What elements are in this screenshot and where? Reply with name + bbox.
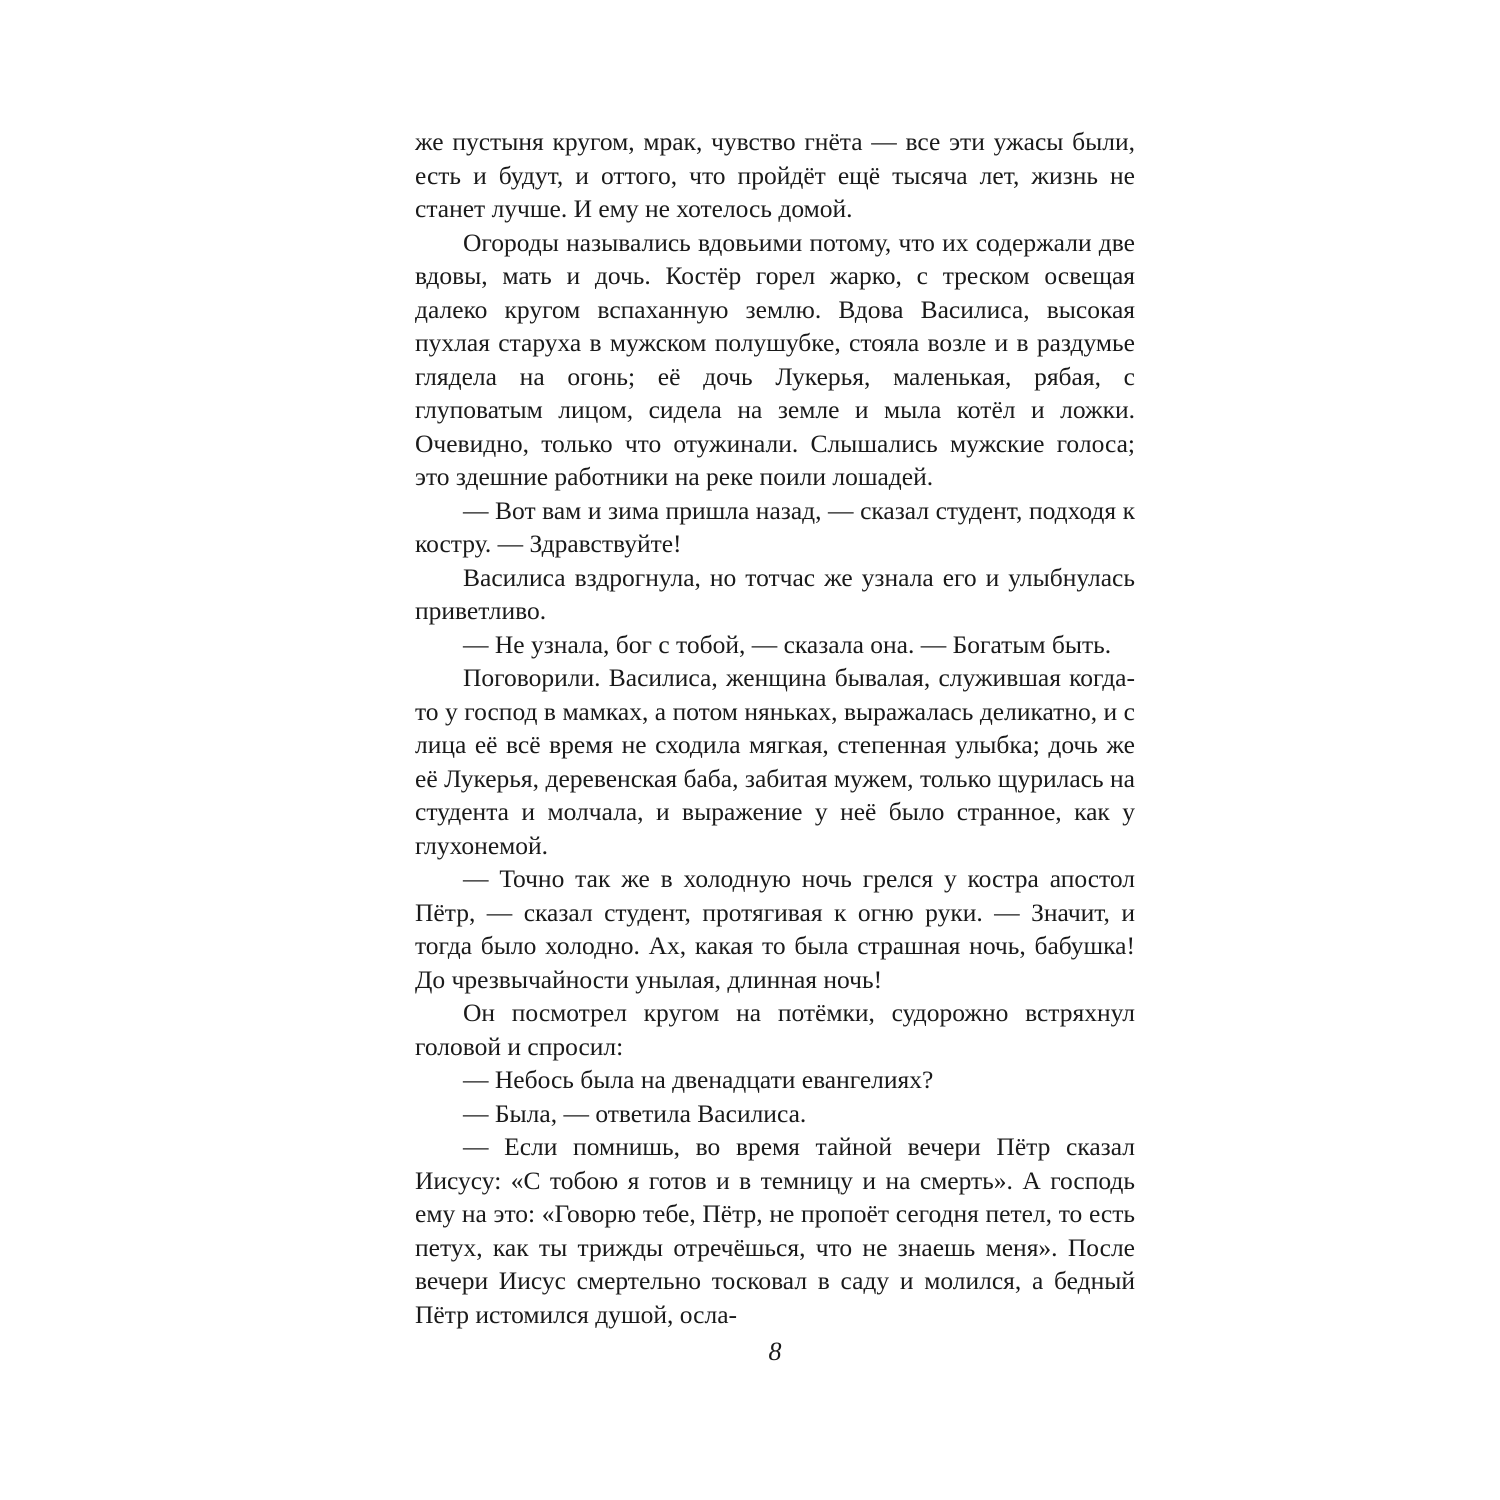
body-text bbox=[415, 125, 1135, 1331]
paragraph-11: — Если помнишь, во время тайной вечери Пётр сказал Иисусу: «С тобою я готов и в темницу и на смерть». А господь ему на это: «Говорю тебе, Пётр, не пропоёт сегодня петел, то есть петух, как ты трижды отречёшься, что не знаешь меня». После вечери Иисус смертельно тосковал в саду и молился, а бедный Пётр истомился душой, осла- bbox=[415, 1132, 1135, 1329]
paragraph-7: — Точно так же в холодную ночь грелся у костра апостол Пётр, — сказал студент, протягивая к огню руки. — Значит, и тогда было холодно. Ах, какая то была страшная ночь, бабушка! До чрезвычайности унылая, длинная ночь! bbox=[415, 864, 1135, 994]
paragraph-5: — Не узнала, бог с тобой, — сказала она. — Богатым быть. bbox=[463, 629, 1112, 659]
paragraph-1: же пустыня кругом, мрак, чувство гнёта — все эти ужасы были, есть и будут, и оттого, что пройдёт ещё тысяча лет, жизнь не станет лучше. И ему не хотелось домой. bbox=[415, 127, 1135, 223]
paragraph-10: — Была, — ответила Василиса. bbox=[463, 1098, 807, 1128]
paragraph-8: Он посмотрел кругом на потёмки, судорожно встряхнул головой и спросил: bbox=[415, 998, 1135, 1061]
paragraph-2: Огороды назывались вдовьими потому, что их содержали две вдовы, мать и дочь. Костёр горел жарко, с треском освещая далеко кругом вспаханную землю. Вдова Василиса, высокая пухлая старуха в мужском полушубке, стояла возле и в раздумье глядела на огонь; её дочь Лукерья, маленькая, рябая, с глуповатым лицом, сидела на земле и мыла котёл и ложки. Очевидно, только что отужинали. Слышались мужские голоса; это здешние работники на реке поили лошадей. bbox=[415, 227, 1135, 491]
paragraph-3: — Вот вам и зима пришла назад, — сказал студент, подходя к костру. — Здравствуйте! bbox=[415, 495, 1135, 558]
book-page bbox=[415, 125, 1135, 1385]
page-number: 8 bbox=[768, 1337, 782, 1366]
paragraph-6: Поговорили. Василиса, женщина бывалая, служившая когда-то у господ в мамках, а потом няньках, выражалась деликатно, и с лица её всё время не сходила мягкая, степенная улыбка; дочь же её Лукерья, деревенская баба, забитая мужем, только щурилась на студента и молчала, и выражение у неё было странное, как у глухонемой. bbox=[415, 663, 1135, 860]
paragraph-9: — Небось была на двенадцати евангелиях? bbox=[463, 1065, 934, 1094]
paragraph-4: Василиса вздрогнула, но тотчас же узнала его и улыбнулась приветливо. bbox=[415, 562, 1135, 625]
